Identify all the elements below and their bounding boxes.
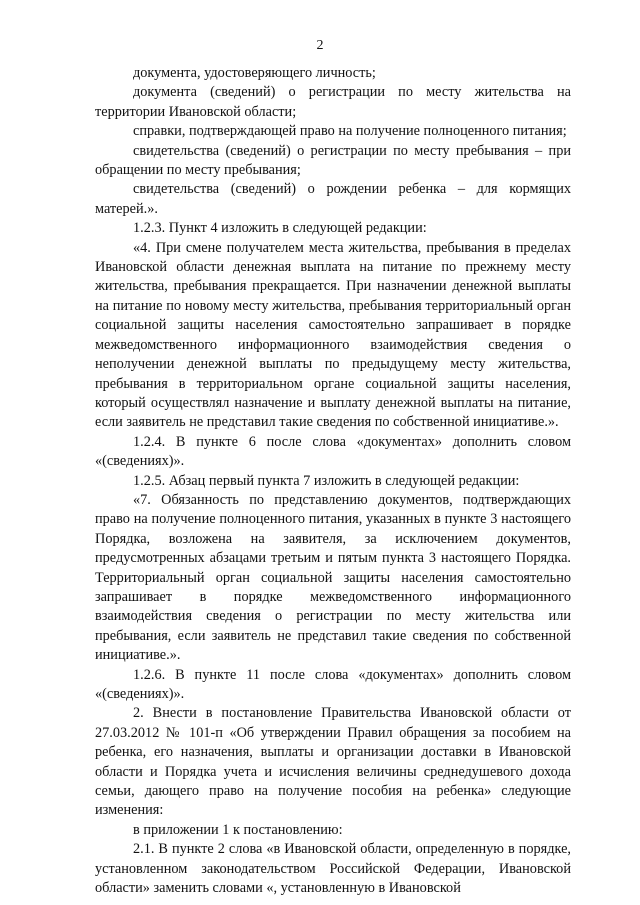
paragraph: документа, удостоверяющего личность;	[133, 65, 376, 81]
paragraph: «7. Обязанность по представлению документов, подтверждающих право на получение полноценного питания, указанных в пункте 3 настоящего Порядка, возложена на заявителя, за исключением документов, предусмотренных абзацами третьим и пятым пункта 3 настоящего Порядка. Территориальный орган социальной защиты населения самостоятельно запрашивает в порядке межведомственного информационного взаимодействия сведения о регистрации по месту жительства или пребывания, если заявитель не представил такие сведения по собственной инициативе.».	[95, 491, 571, 664]
paragraph: 2. Внести в постановление Правительства Ивановской области от 27.03.2012 № 101-п «Об утверждении Правил обращения за пособием на ребенка, его назначения, выплаты и организации доставки в Ивановской области и Порядка учета и исчисления величины среднедушевого дохода семьи, дающего право на получение пособия на ребенка» следующие изменения:	[95, 705, 571, 819]
paragraph: в приложении 1 к постановлению:	[133, 821, 343, 838]
paragraph: 1.2.5. Абзац первый пункта 7 изложить в следующей редакции:	[133, 472, 520, 489]
paragraph: «4. При смене получателем места жительства, пребывания в пределах Ивановской области денежная выплата на питание по прежнему месту жительства, пребывания прекращается. При назначении денежной выплаты на питание по новому месту жительства, пребывания территориальный орган социальной защиты населения самостоятельно запрашивает в порядке межведомственного информационного взаимодействия сведения о неполучении денежной выплаты по предыдущему месту жительства, пребывания в территориальном органе социальной защиты населения, который осуществлял назначение и выплату денежной выплаты на питание, если заявитель не представил такие сведения по собственной инициативе.».	[95, 239, 571, 431]
paragraph: 2.1. В пункте 2 слова «в Ивановской области, определенную в порядке, установленном законодательством Российской Федерации, Ивановской области» заменить словами «, установленную в Ивановской	[95, 841, 571, 897]
paragraph: 1.2.6. В пункте 11 после слова «документах» дополнить словом «(сведениях)».	[95, 666, 571, 702]
paragraph: документа (сведений) о регистрации по месту жительства на территории Ивановской области;	[95, 84, 571, 120]
paragraph: 1.2.4. В пункте 6 после слова «документах» дополнить словом «(сведениях)».	[95, 433, 571, 470]
paragraph: справки, подтверждающей право на получение полноценного питания;	[133, 123, 567, 140]
page-number: 2	[316, 38, 324, 53]
paragraph: 1.2.3. Пункт 4 изложить в следующей редакции:	[133, 220, 427, 237]
paragraph: свидетельства (сведений) о рождении ребенка – для кормящих матерей.».	[95, 181, 571, 217]
document-body	[95, 64, 571, 898]
paragraph: свидетельства (сведений) о регистрации по месту пребывания – при обращении по месту пребывания;	[95, 142, 571, 179]
